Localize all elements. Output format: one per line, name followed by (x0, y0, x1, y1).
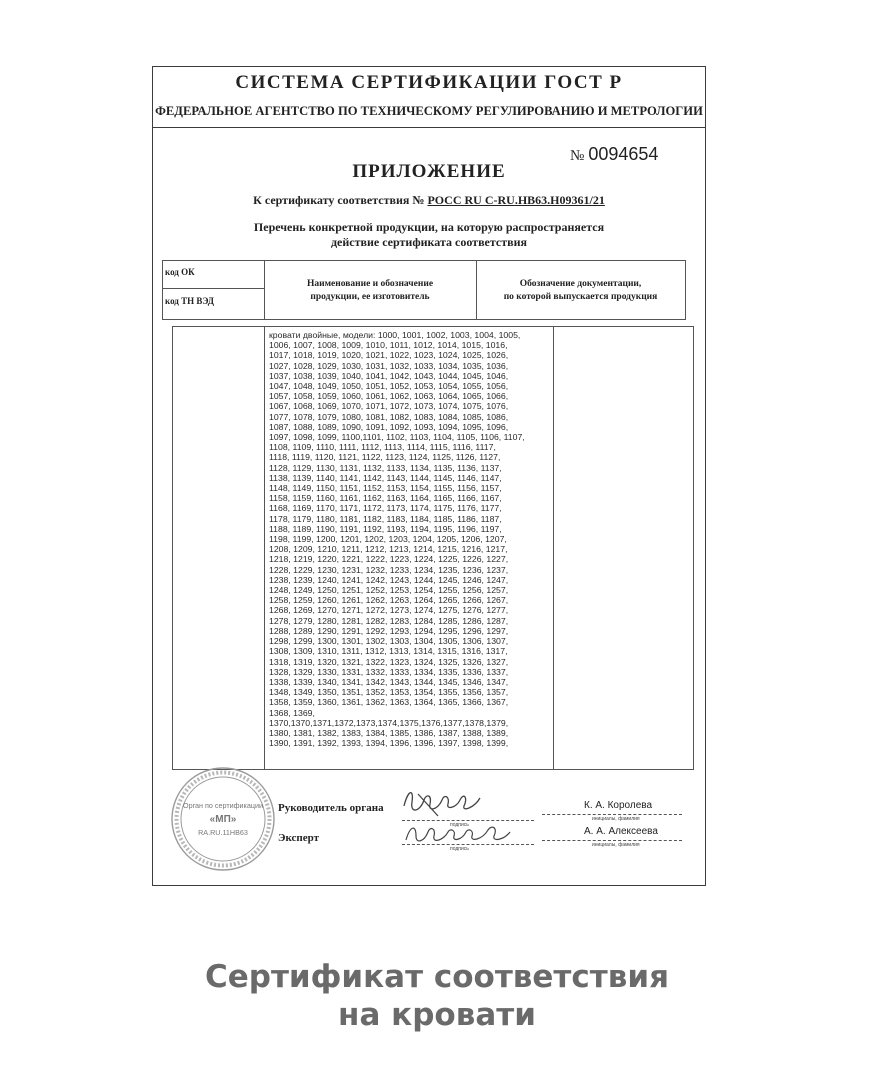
expert-signature-line (402, 844, 534, 845)
number-value: 0094654 (588, 144, 659, 164)
code-tn-label: код ТН ВЭД (165, 296, 214, 306)
product-name-header-line-2: продукции, ее изготовитель (310, 292, 430, 302)
expert-signature-caption: подпись (450, 846, 469, 852)
expert-name-line (542, 840, 682, 841)
expert-name: А. А. Алексеева (584, 826, 658, 837)
head-signature (398, 784, 498, 820)
head-name-caption: инициалы, фамилия (592, 816, 640, 822)
expert-role-label: Эксперт (278, 832, 320, 844)
certificate-label: К сертификату соответствия № (253, 193, 425, 207)
seal-stamp-graphic (170, 766, 276, 872)
table-divider-1 (264, 327, 265, 769)
table-header (162, 260, 686, 320)
subtitle-line-2: действие сертификата соответствия (330, 235, 528, 249)
product-model-list: кровати двойные, модели: 1000, 1001, 1002, 1003, 1004, 1005, 1006, 1007, 1008, 1009, 1010, 1011, 1012, 1014, 1015, 1016, 1017, 1018, 1019, 1020, 1021, 1022, 1023, 1024, 1025, 1026, 1027, 1028, 1029, 1030, 1031, 1032, 1033, 1034, 1035, 1036, 1037, 1038, 1039, 1040, 1041, 1042, 1043, 1044, 1045, 1046, 1047, 1048, 1049, 1050, 1051, 1052, 1053, 1054, 1055, 1056, 1057, 1058, 1059, 1060, 1061, 1062, 1063, 1064, 1065, 1066, 1067, 1068, 1069, 1070, 1071, 1072, 1073, 1074, 1075, 1076, 1077, 1078, 1079, 1080, 1081, 1082, 1083, 1084, 1085, 1086, 1087, 1088, 1089, 1090, 1091, 1092, 1093, 1094, 1095, 1096, 1097, 1098, 1099, 1100,1101, 1102, 1103, 1104, 1105, 1106, 1107, 1108, 1109, 1110, 1111, 1112, 1113, 1114, 1115, 1116, 1117, 1118, 1119, 1120, 1121, 1122, 1123, 1124, 1125, 1126, 1127, 1128, 1129, 1130, 1131, 1132, 1133, 1134, 1135, 1136, 1137, 1138, 1139, 1140, 1141, 1142, 1143, 1144, 1145, 1146, 1147, 1148, 1149, 1150, 1151, 1152, 1153, 1154, 1155, 1156, 1157, 1158, 1159, 1160, 1161, 1162, 1163, 1164, 1165, 1166, 1167, 1168, 1169, 1170, 1171, 1172, 1173, 1174, 1175, 1176, 1177, 1178, 1179, 1180, 1181, 1182, 1183, 1184, 1185, 1186, 1187, 1188, 1189, 1190, 1191, 1192, 1193, 1194, 1195, 1196, 1197, 1198, 1199, 1200, 1201, 1202, 1203, 1204, 1205, 1206, 1207, 1208, 1209, 1210, 1211, 1212, 1213, 1214, 1215, 1216, 1217, 1218, 1219, 1220, 1221, 1222, 1223, 1224, 1225, 1226, 1227, 1228, 1229, 1230, 1231, 1232, 1233, 1234, 1235, 1236, 1237, 1238, 1239, 1240, 1241, 1242, 1243, 1244, 1245, 1246, 1247, 1248, 1249, 1250, 1251, 1252, 1253, 1254, 1255, 1256, 1257, 1258, 1259, 1260, 1261, 1262, 1263, 1264, 1265, 1266, 1267, 1268, 1269, 1270, 1271, 1272, 1273, 1274, 1275, 1276, 1277, 1278, 1279, 1280, 1281, 1282, 1283, 1284, 1285, 1286, 1287, 1288, 1289, 1290, 1291, 1292, 1293, 1294, 1295, 1296, 1297, 1298, 1299, 1300, 1301, 1302, 1303, 1304, 1305, 1306, 1307, 1308, 1309, 1310, 1311, 1312, 1313, 1314, 1315, 1316, 1317, 1318, 1319, 1320, 1321, 1322, 1323, 1324, 1325, 1326, 1327, 1328, 1329, 1330, 1331, 1332, 1333, 1334, 1335, 1336, 1337, 1338, 1339, 1340, 1341, 1342, 1343, 1344, 1345, 1346, 1347, 1348, 1349, 1350, 1351, 1352, 1353, 1354, 1355, 1356, 1357, 1358, 1359, 1360, 1361, 1362, 1363, 1364, 1365, 1366, 1367, 1368, 1369, 1370,1370,1371,1372,1373,1374,1375,1376,1377,1378,1379, 1380, 1381, 1382, 1383, 1384, 1385, 1386, 1387, 1388, 1389, 1390, 1391, 1392, 1393, 1394, 1396, 1396, 1397, 1398, 1399, (269, 330, 525, 749)
head-name: К. А. Королева (584, 800, 653, 811)
appendix-title: ПРИЛОЖЕНИЕ (352, 161, 506, 182)
product-table (172, 326, 694, 770)
header-agency-title: ФЕДЕРАЛЬНОЕ АГЕНТСТВО ПО ТЕХНИЧЕСКОМУ РЕГУЛИРОВАНИЮ И МЕТРОЛОГИИ (155, 104, 703, 118)
header-divider (152, 127, 706, 128)
page-caption (0, 958, 874, 1034)
caption-line-2: на кровати (338, 997, 536, 1033)
number-sign: № (570, 148, 585, 164)
caption-line-1: Сертификат соответствия (205, 959, 669, 995)
head-signature-caption: подпись (450, 822, 469, 828)
stamp-line-1: Орган по сертификации (182, 801, 264, 810)
head-role-label: Руководитель органа (278, 802, 384, 814)
code-ok-label: код ОК (165, 267, 195, 277)
table-divider-2 (553, 327, 554, 769)
list-subtitle (152, 220, 706, 250)
product-name-header (264, 261, 477, 319)
code-column-divider (163, 288, 264, 289)
seal-stamp (170, 766, 276, 872)
head-name-line (542, 814, 682, 815)
certificate-reference (152, 193, 706, 208)
stamp-line-3: RA.RU.11HB63 (198, 828, 248, 837)
documentation-header (476, 261, 685, 319)
subtitle-line-1: Перечень конкретной продукции, на которую распространяется (253, 220, 605, 234)
code-column (163, 261, 265, 319)
product-name-header-line-1: Наименование и обозначение (306, 279, 434, 289)
stamp-line-2: «МП» (209, 814, 237, 825)
documentation-header-line-2: по которой выпускается продукция (503, 292, 658, 302)
header-system-title: СИСТЕМА СЕРТИФИКАЦИИ ГОСТ Р (235, 72, 623, 93)
documentation-header-line-1: Обозначение документации, (519, 279, 642, 289)
certificate-number: РОСС RU C-RU.HB63.H09361/21 (427, 193, 605, 207)
certificate-document (152, 66, 708, 892)
expert-name-caption: инициалы, фамилия (592, 842, 640, 848)
